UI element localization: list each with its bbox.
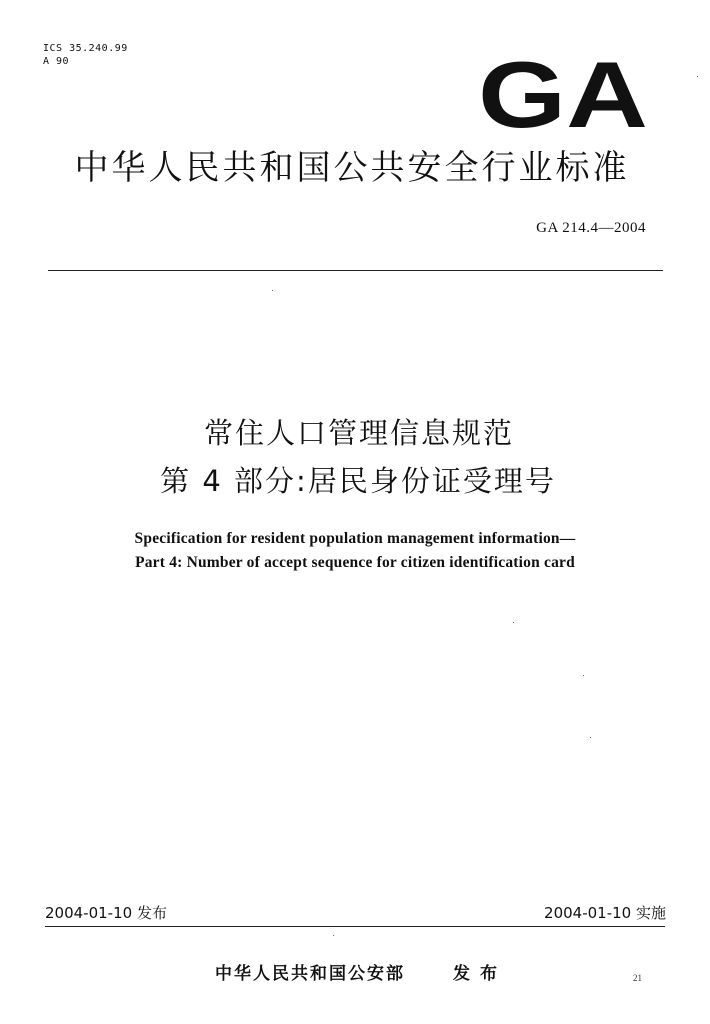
header-divider (48, 270, 663, 271)
english-title-line-1: Specification for resident population management information— (134, 530, 576, 547)
logo-text: GA (478, 57, 648, 129)
chinese-title-line-1: 常住人口管理信息规范 (203, 416, 514, 450)
scan-speck (590, 737, 591, 738)
standard-category-title: 中华人民共和国公共安全行业标准 (74, 148, 630, 188)
scan-speck (583, 675, 584, 676)
implementation-date: 2004-01-10 实施 (544, 904, 666, 922)
publish-label: 发布 (453, 964, 507, 984)
page-number: 21 (633, 973, 642, 983)
issue-date: 2004-01-10 发布 (45, 904, 167, 922)
chinese-title-line-2: 第 4 部分:居民身份证受理号 (160, 464, 556, 498)
standard-number: GA 214.4—2004 (536, 220, 646, 236)
scan-speck (513, 622, 514, 623)
scan-speck (272, 290, 273, 291)
scan-speck (697, 76, 698, 77)
classification-code: A 90 (43, 56, 70, 67)
publisher-name: 中华人民共和国公安部 (215, 964, 405, 984)
footer-divider (45, 926, 665, 927)
scan-speck (333, 935, 334, 936)
ics-code: ICS 35.240.99 (43, 43, 128, 54)
english-title-line-2: Part 4: Number of accept sequence for citizen identification card (135, 554, 575, 571)
ga-logo (478, 57, 648, 129)
